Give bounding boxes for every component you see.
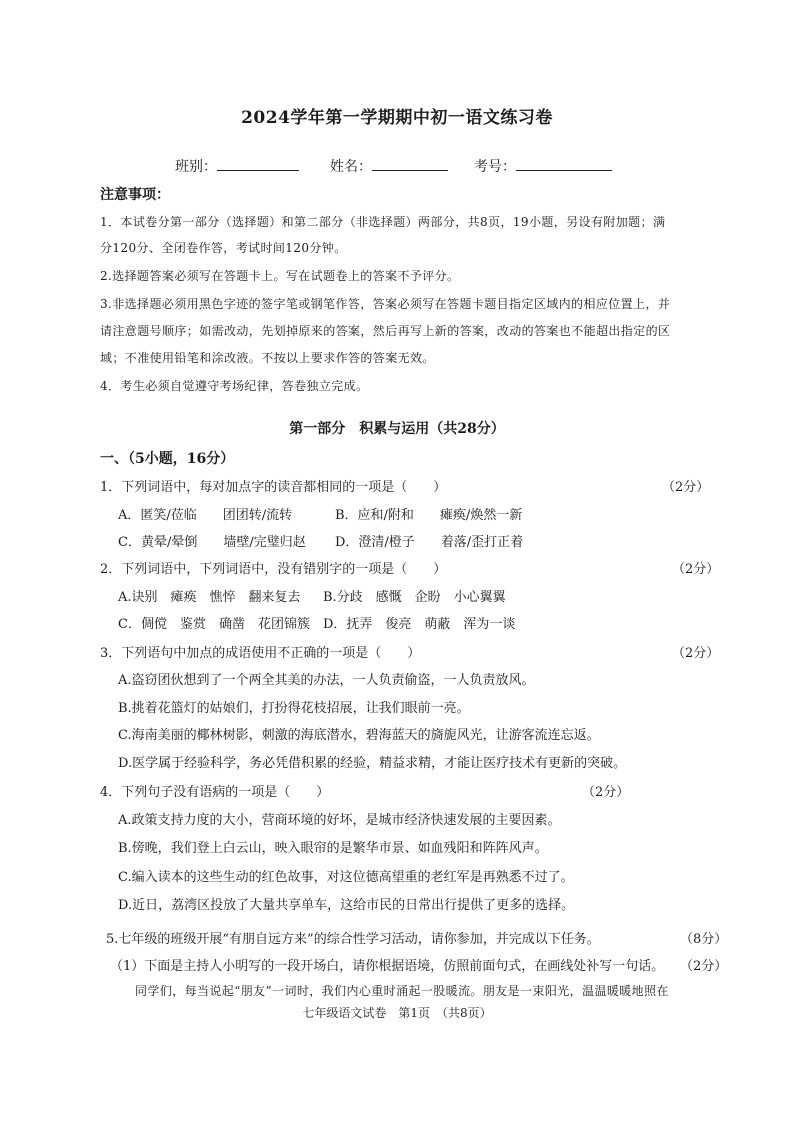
question-4-option-a: A.政策支持力度的大小，营商环境的好坏，是城市经济快速发展的主要因素。: [118, 813, 561, 828]
question-4-option-b: B.傍晚，我们登上白云山，映入眼帘的是繁华市景、如血残阳和阵阵风声。: [118, 841, 548, 856]
question-3-option-d: D.医学属于经验科学，务必凭借积累的经验，精益求精，才能让医疗技术有更新的突破。: [118, 756, 627, 771]
id-blank: [516, 156, 612, 171]
class-field: [175, 156, 299, 176]
question-5-stem: 5.七年级的班级开展“有朋自远方来”的综合性学习活动，请你参加，并完成以下任务。: [106, 932, 600, 947]
note-line: 请注意题号顺序；如需改动，先划掉原来的答案，然后再写上新的答案，改动的答案也不能超出指定的区: [100, 324, 671, 338]
question-3-option-a: A.盗窃团伙想到了一个两全其美的办法，一人负责偷盗，一人负责放风。: [118, 673, 535, 688]
question-2-stem: 2．下列词语中，下列词语中，没有错别字的一项是（ ）: [100, 562, 447, 577]
class-blank: [217, 156, 299, 171]
question-1-stem: 1．下列词语中，每对加点字的读音都相同的一项是（ ）: [100, 480, 447, 495]
question-2-option-c: C．倜傥 鉴赏 确凿 花团锦簇: [118, 617, 310, 632]
name-blank: [372, 156, 448, 171]
note-line: 4．考生必须自觉遵守考场纪律，答卷独立完成。: [100, 379, 369, 393]
id-field: [474, 156, 612, 176]
name-label: 姓名：: [330, 159, 372, 175]
id-label: 考号：: [474, 159, 516, 175]
question-1-option-b: B．应和/附和 瘫痪/焕然一新: [335, 508, 523, 523]
question-4-option-d: D.近日，荔湾区投放了大量共享单车，这给市民的日常出行提供了更多的选择。: [118, 898, 575, 913]
class-label: 班别：: [175, 159, 217, 175]
question-1-points: （2分）: [662, 480, 710, 495]
question-3-option-b: B.挑着花篮灯的姑娘们，打扮得花枝招展，让我们眼前一亮。: [118, 701, 470, 716]
part-heading: 一、（5小题，16分）: [100, 451, 235, 467]
note-line: 2.选择题答案必须写在答题卡上。写在试题卷上的答案不予评分。: [100, 269, 460, 283]
question-3-stem: 3．下列语句中加点的成语使用不正确的一项是（ ）: [100, 646, 421, 661]
question-1-option-c: C．黄晕/晕倒 墙壁/完璧归赵: [118, 535, 306, 550]
question-5-sub1-points: （2分）: [680, 959, 728, 974]
question-5-passage: 同学们，每当说起“朋友”一词时，我们内心重时涌起一股暖流。朋友是一束阳光，温温暖暖地照在: [135, 984, 669, 998]
question-5-sub1: （1）下面是主持人小明写的一段开场白，请你根据语境，仿照前面句式，在画线处补写一句话。: [110, 959, 665, 974]
section-title: 第一部分 积累与运用（共28分）: [289, 421, 505, 437]
note-line: 分120分、全闭卷作答，考试时间120分钟。: [100, 241, 347, 255]
note-line: 3.非选择题必须用黑色字迹的签字笔或钢笔作答，答案必须写在答题卡题目指定区域内的相应位置上，并: [100, 297, 671, 311]
question-1-option-d: D．澄清/橙子 着落/歪打正着: [335, 535, 524, 550]
name-field: [330, 156, 448, 176]
exam-title: 2024学年第一学期期中初一语文练习卷: [241, 108, 553, 128]
question-3-points: （2分）: [672, 646, 720, 661]
question-4-stem: 4．下列句子没有语病的一项是（ ）: [100, 785, 330, 800]
page-footer: 七年级语文试卷 第1页 （共8页）: [302, 1006, 492, 1020]
question-5-points: （8分）: [680, 932, 728, 947]
notes-heading: 注意事项：: [100, 187, 170, 203]
question-2-option-a: A.诀别 瘫痪 憔悴 翻来复去: [118, 590, 301, 605]
note-line: 1．本试卷分第一部分（选择题）和第二部分（非选择题）两部分，共8页，19小题，另设有附加题；满: [100, 215, 666, 229]
question-1-option-a: A．匿笑/莅临 团团转/流转: [118, 508, 293, 523]
note-line: 域；不准使用铅笔和涂改液。不按以上要求作答的答案无效。: [100, 351, 435, 365]
question-4-points: （2分）: [582, 785, 630, 800]
question-2-option-b: B.分歧 感慨 企盼 小心翼翼: [323, 590, 506, 605]
question-2-points: （2分）: [672, 562, 720, 577]
question-2-option-d: D．抚弄 俊亮 萌蔽 浑为一谈: [323, 617, 516, 632]
question-3-option-c: C.海南美丽的椰林树影，刺激的海底潜水，碧海蓝天的旖旎风光，让游客流连忘返。: [118, 728, 600, 743]
question-4-option-c: C.编入读本的这些生动的红色故事，对这位德高望重的老红军是再熟悉不过了。: [118, 870, 574, 885]
